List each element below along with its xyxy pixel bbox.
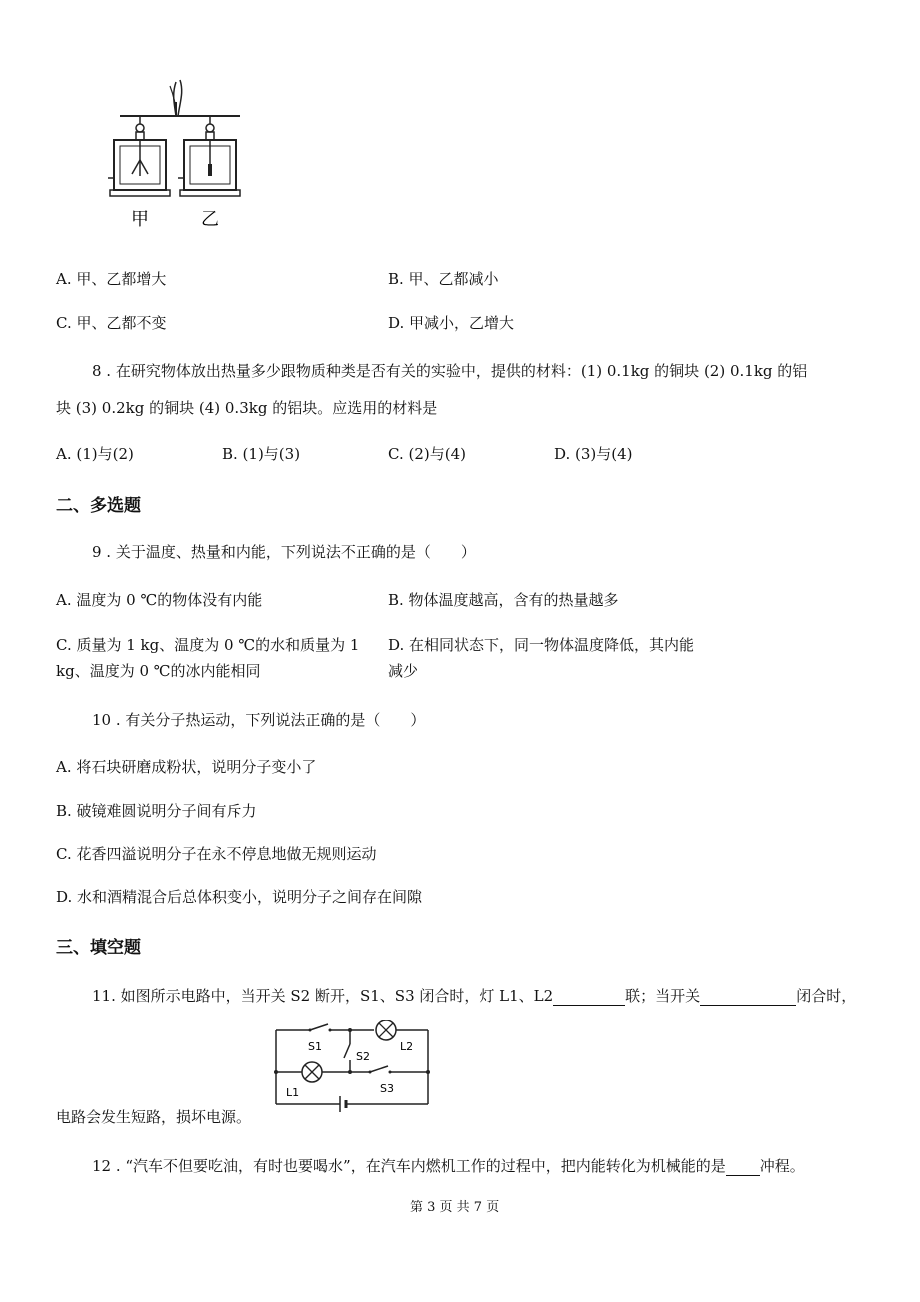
q10-option-c: C. 花香四溢说明分子在永不停息地做无规则运动 xyxy=(56,845,377,863)
page-footer: 第 3 页 共 7 页 xyxy=(410,1200,500,1215)
q9-option-d-line2: 减少 xyxy=(388,662,419,680)
q8-option-d: D. (3)与(4) xyxy=(554,445,633,463)
figure-jia-yi xyxy=(100,72,250,232)
label-jia: 甲 xyxy=(131,209,149,230)
label-s3: S3 xyxy=(380,1082,394,1095)
q9-option-c-line1: C. 质量为 1 kg、温度为 0 ℃的水和质量为 1 xyxy=(56,636,360,654)
q11-stem xyxy=(92,985,856,1006)
q9-option-c-line2: kg、温度为 0 ℃的冰内能相同 xyxy=(56,662,261,680)
q7-option-c: C. 甲、乙都不变 xyxy=(56,314,167,332)
q8-option-c: C. (2)与(4) xyxy=(388,445,466,463)
q11-blank-2[interactable] xyxy=(700,989,796,1006)
section-title-fill-blank: 三、填空题 xyxy=(56,938,141,958)
q12-part2: 冲程。 xyxy=(759,1157,805,1175)
label-l1: L1 xyxy=(286,1086,300,1099)
label-s2: S2 xyxy=(356,1050,370,1063)
q10-option-b: B. 破镜难圆说明分子间有斥力 xyxy=(56,802,257,820)
label-s1: S1 xyxy=(308,1040,322,1053)
q8-stem-line2: 块 (3) 0.2kg 的铜块 (4) 0.3kg 的铝块。应选用的材料是 xyxy=(56,399,438,417)
q9-option-a: A. 温度为 0 ℃的物体没有内能 xyxy=(56,591,263,609)
q12-blank[interactable] xyxy=(726,1159,760,1176)
label-l2: L2 xyxy=(400,1040,414,1053)
q10-stem: 10 . 有关分子热运动，下列说法正确的是（ ） xyxy=(92,711,426,729)
q7-option-b: B. 甲、乙都减小 xyxy=(388,270,499,288)
q7-option-d: D. 甲减小，乙增大 xyxy=(388,314,515,332)
q12-part1: 12 . “汽车不但要吃油，有时也要喝水”，在汽车内燃机工作的过程中，把内能转化为机械能的是 xyxy=(92,1157,726,1175)
section-title-multi-choice: 二、多选题 xyxy=(56,496,141,516)
q12-stem xyxy=(92,1155,805,1176)
q8-stem-line1: 8 . 在研究物体放出热量多少跟物质种类是否有关的实验中，提供的材料：(1) 0.1kg 的铜块 (2) 0.1kg 的铝 xyxy=(92,362,808,380)
q9-option-b: B. 物体温度越高，含有的热量越多 xyxy=(388,591,619,609)
q9-stem: 9 . 关于温度、热量和内能，下列说法不正确的是（ ） xyxy=(92,543,476,561)
q8-option-a: A. (1)与(2) xyxy=(56,445,134,463)
q8-option-b: B. (1)与(3) xyxy=(222,445,301,463)
q11-part1: 11. 如图所示电路中，当开关 S2 断开，S1、S3 闭合时，灯 L1、L2 xyxy=(92,987,554,1005)
q9-option-d-line1: D. 在相同状态下，同一物体温度降低，其内能 xyxy=(388,636,695,654)
q11-tail: 电路会发生短路，损坏电源。 xyxy=(56,1108,252,1126)
q11-part2: 联；当开关 xyxy=(625,987,701,1005)
q11-part3: 闭合时， xyxy=(796,987,857,1005)
q10-option-d: D. 水和酒精混合后总体积变小，说明分子之间存在间隙 xyxy=(56,888,423,906)
q10-option-a: A. 将石块研磨成粉状，说明分子变小了 xyxy=(56,758,317,776)
q7-option-a: A. 甲、乙都增大 xyxy=(56,270,167,288)
q11-blank-1[interactable] xyxy=(553,989,625,1006)
label-yi: 乙 xyxy=(201,209,219,230)
circuit-diagram xyxy=(270,1020,434,1116)
